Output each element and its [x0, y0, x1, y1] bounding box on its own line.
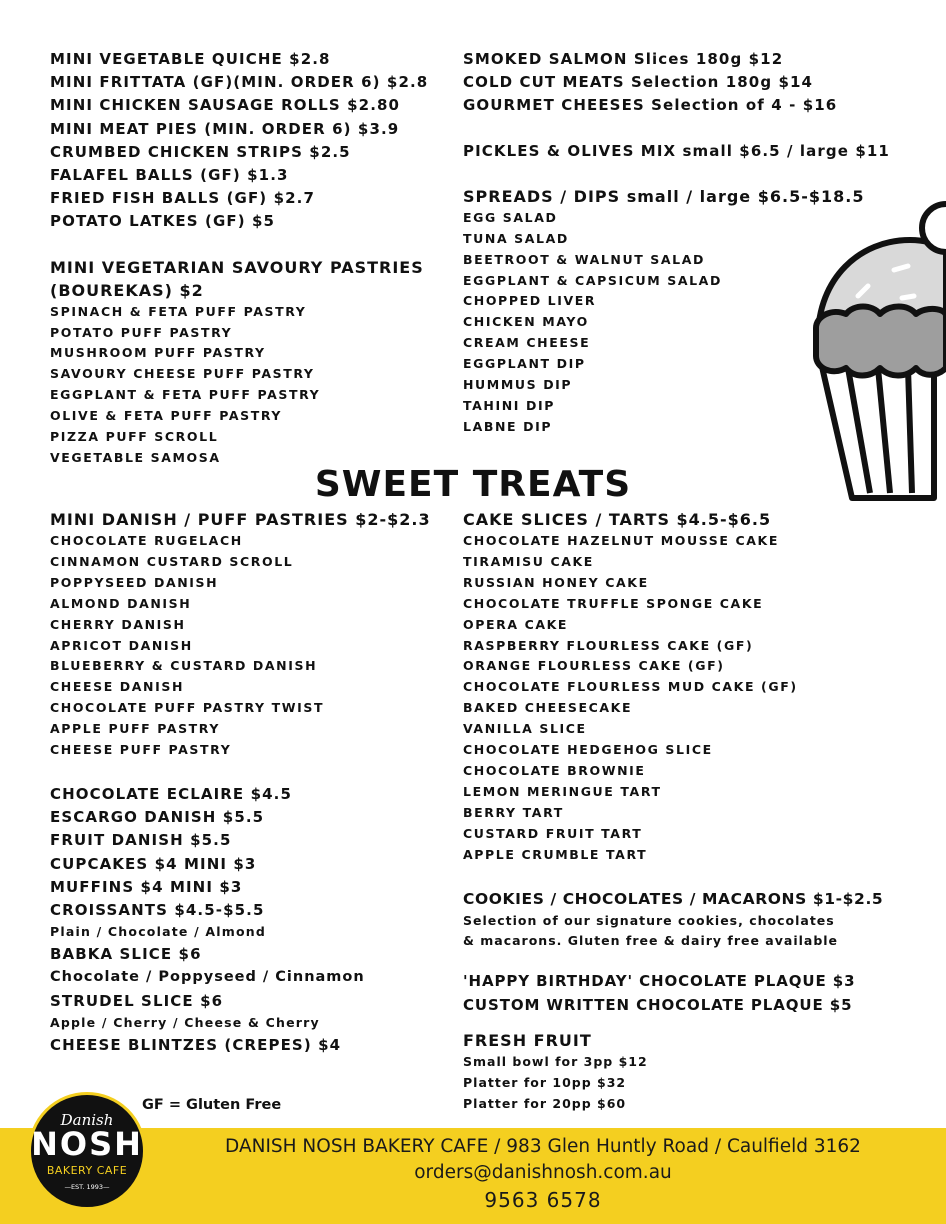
- menu-item: COLD CUT MEATS Selection 180g $14: [463, 73, 814, 92]
- list-item: TIRAMISU CAKE: [463, 553, 594, 569]
- list-item: APPLE PUFF PASTRY: [50, 721, 221, 737]
- menu-item: GOURMET CHEESES Selection of 4 - $16: [463, 96, 838, 115]
- list-item: BEETROOT & WALNUT SALAD: [463, 251, 705, 267]
- menu-item: 'HAPPY BIRTHDAY' CHOCOLATE PLAQUE $3: [463, 972, 856, 991]
- list-item: CHOCOLATE BROWNIE: [463, 762, 646, 778]
- menu-item-options: Plain / Chocolate / Almond: [50, 924, 267, 940]
- list-item: BERRY TART: [463, 804, 564, 820]
- list-item: CHOCOLATE FLOURLESS MUD CAKE (GF): [463, 679, 798, 695]
- list-item: LABNE DIP: [463, 418, 553, 434]
- logo-est: —EST. 1993—: [64, 1183, 110, 1191]
- menu-item: PICKLES & OLIVES MIX small $6.5 / large $11: [463, 141, 890, 160]
- bakery-logo: [28, 1092, 146, 1210]
- danish-heading: MINI DANISH / PUFF PASTRIES $2-$2.3: [50, 510, 431, 529]
- list-item: EGGPLANT & CAPSICUM SALAD: [463, 272, 722, 288]
- list-item: CHEESE DANISH: [50, 679, 185, 695]
- footer-phone[interactable]: 9563 6578: [484, 1188, 602, 1212]
- list-item: SAVOURY CHEESE PUFF PASTRY: [50, 366, 315, 382]
- menu-item: FRIED FISH BALLS (GF) $2.7: [50, 189, 315, 208]
- cupcake-icon: [810, 198, 946, 504]
- list-item: ORANGE FLOURLESS CAKE (GF): [463, 658, 725, 674]
- savoury-left-column: [50, 48, 450, 469]
- menu-item-options: Chocolate / Poppyseed / Cinnamon: [50, 969, 365, 986]
- logo-subtitle: BAKERY CAFE: [46, 1164, 128, 1177]
- menu-item: MINI FRITTATA (GF)(MIN. ORDER 6) $2.8: [50, 73, 429, 92]
- list-item: POPPYSEED DANISH: [50, 574, 219, 590]
- menu-item: CRUMBED CHICKEN STRIPS $2.5: [50, 142, 351, 161]
- spreads-heading: SPREADS / DIPS small / large $6.5-$18.5: [463, 186, 865, 206]
- list-item: CHOCOLATE HAZELNUT MOUSSE CAKE: [463, 533, 779, 548]
- list-item: EGGPLANT & FETA PUFF PASTRY: [50, 387, 321, 403]
- list-item: CHOCOLATE RUGELACH: [50, 533, 243, 548]
- list-item: CHEESE PUFF PASTRY: [50, 742, 232, 758]
- menu-item: CROISSANTS $4.5-$5.5: [50, 900, 265, 919]
- cookies-description: & macarons. Gluten free & dairy free available: [463, 933, 839, 949]
- list-item: PIZZA PUFF SCROLL: [50, 429, 219, 445]
- menu-item: FRUIT DANISH $5.5: [50, 831, 232, 850]
- menu-item: CUPCAKES $4 MINI $3: [50, 854, 257, 873]
- list-item: RASPBERRY FLOURLESS CAKE (GF): [463, 637, 754, 653]
- list-item: HUMMUS DIP: [463, 377, 573, 393]
- list-item: VANILLA SLICE: [463, 721, 587, 737]
- sweet-left-column: [50, 508, 450, 1057]
- list-item: ALMOND DANISH: [50, 595, 192, 611]
- cake-heading: CAKE SLICES / TARTS $4.5-$6.5: [463, 510, 772, 529]
- cookies-heading: COOKIES / CHOCOLATES / MACARONS $1-$2.5: [463, 889, 884, 908]
- gluten-free-note: GF = Gluten Free: [142, 1097, 282, 1113]
- section-title: SWEET TREATS: [314, 464, 632, 505]
- list-item: EGGPLANT DIP: [463, 356, 586, 372]
- list-item: Platter for 20pp $60: [463, 1095, 627, 1111]
- footer-address: DANISH NOSH BAKERY CAFE / 983 Glen Huntly Road / Caulfield 3162: [225, 1136, 861, 1157]
- list-item: TAHINI DIP: [463, 397, 555, 413]
- list-item: OPERA CAKE: [463, 616, 569, 632]
- menu-item: ESCARGO DANISH $5.5: [50, 808, 265, 827]
- list-item: CHOPPED LIVER: [463, 293, 597, 309]
- list-item: CHICKEN MAYO: [463, 314, 589, 330]
- list-item: MUSHROOM PUFF PASTRY: [50, 345, 266, 361]
- list-item: CHERRY DANISH: [50, 616, 186, 632]
- menu-item: CHEESE BLINTZES (CREPES) $4: [50, 1035, 342, 1054]
- menu-item-options: Apple / Cherry / Cheese & Cherry: [50, 1014, 320, 1030]
- cookies-description: Selection of our signature cookies, chocolates: [463, 912, 835, 928]
- menu-item: BABKA SLICE $6: [50, 945, 202, 964]
- list-item: LEMON MERINGUE TART: [463, 783, 662, 799]
- logo-wordmark: NOSH: [31, 1125, 143, 1163]
- list-item: CREAM CHEESE: [463, 335, 591, 351]
- menu-item: CHOCOLATE ECLAIRE $4.5: [50, 784, 293, 803]
- menu-item: STRUDEL SLICE $6: [50, 991, 224, 1010]
- sweet-right-column: [463, 508, 933, 1114]
- menu-item: CUSTOM WRITTEN CHOCOLATE PLAQUE $5: [463, 995, 853, 1014]
- menu-item: MINI CHICKEN SAUSAGE ROLLS $2.80: [50, 96, 401, 115]
- footer-email[interactable]: orders@danishnosh.com.au: [414, 1162, 672, 1183]
- menu-item: MINI VEGETABLE QUICHE $2.8: [50, 50, 331, 68]
- fruit-heading: FRESH FRUIT: [463, 1030, 592, 1050]
- list-item: BAKED CHEESECAKE: [463, 700, 633, 716]
- list-item: POTATO PUFF PASTRY: [50, 324, 233, 340]
- list-item: APPLE CRUMBLE TART: [463, 846, 648, 862]
- menu-item: POTATO LATKES (GF) $5: [50, 212, 276, 231]
- list-item: CINNAMON CUSTARD SCROLL: [50, 553, 294, 569]
- list-item: Platter for 10pp $32: [463, 1074, 627, 1090]
- logo-script: Danish: [60, 1111, 114, 1129]
- list-item: APRICOT DANISH: [50, 637, 193, 653]
- list-item: VEGETABLE SAMOSA: [50, 449, 221, 465]
- list-item: CHOCOLATE TRUFFLE SPONGE CAKE: [463, 595, 764, 611]
- bourekas-heading: MINI VEGETARIAN SAVOURY PASTRIES (BOUREKAS) $2: [50, 257, 424, 300]
- list-item: EGG SALAD: [463, 209, 558, 225]
- list-item: OLIVE & FETA PUFF PASTRY: [50, 408, 283, 424]
- list-item: CUSTARD FRUIT TART: [463, 825, 643, 841]
- list-item: RUSSIAN HONEY CAKE: [463, 574, 649, 590]
- menu-item: MUFFINS $4 MINI $3: [50, 877, 243, 896]
- list-item: CHOCOLATE PUFF PASTRY TWIST: [50, 700, 325, 716]
- menu-item: MINI MEAT PIES (MIN. ORDER 6) $3.9: [50, 119, 400, 138]
- list-item: TUNA SALAD: [463, 230, 569, 246]
- list-item: SPINACH & FETA PUFF PASTRY: [50, 303, 307, 319]
- list-item: CHOCOLATE HEDGEHOG SLICE: [463, 742, 713, 758]
- list-item: BLUEBERRY & CUSTARD DANISH: [50, 658, 318, 674]
- list-item: Small bowl for 3pp $12: [463, 1053, 648, 1069]
- menu-item: FALAFEL BALLS (GF) $1.3: [50, 166, 289, 185]
- menu-item: SMOKED SALMON Slices 180g $12: [463, 50, 784, 68]
